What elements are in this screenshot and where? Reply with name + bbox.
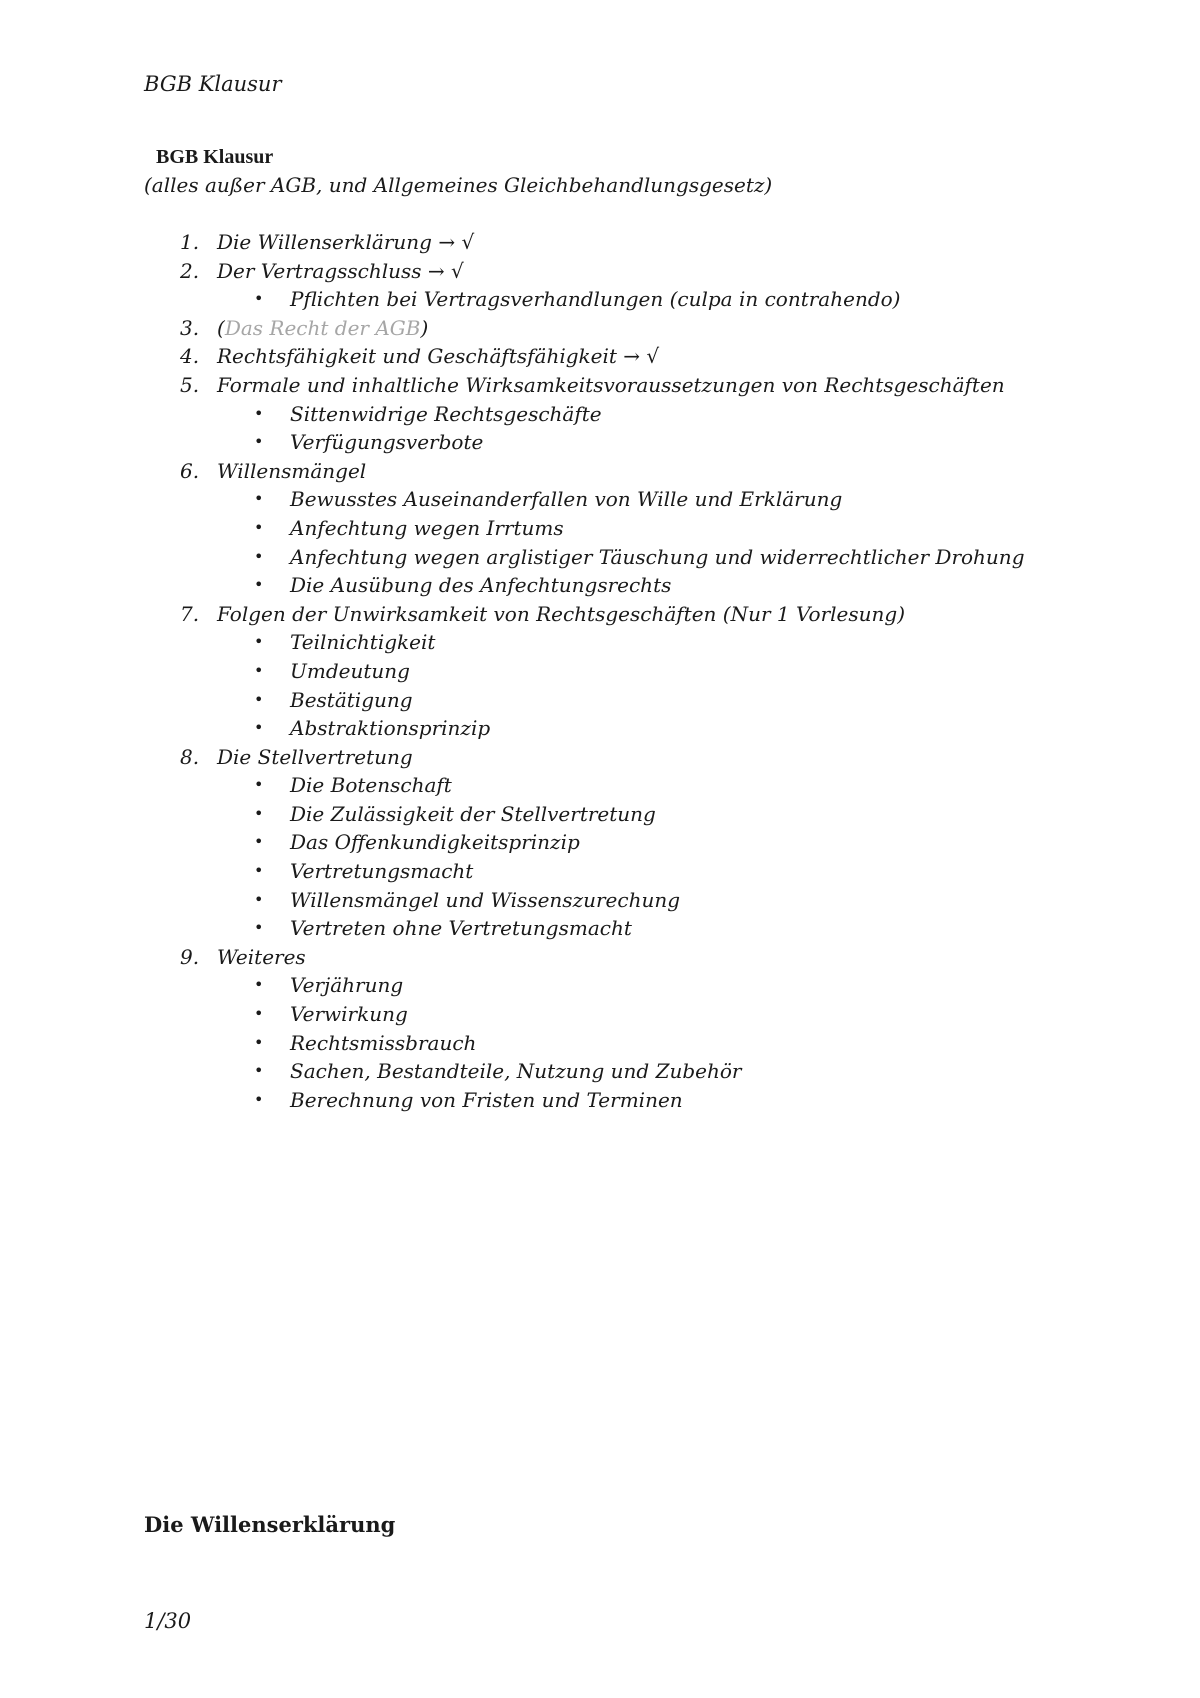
bullet-icon: •	[254, 489, 264, 509]
toc-subitem	[0, 686, 1200, 715]
toc-subitem	[0, 714, 1200, 743]
toc-subitem	[0, 400, 1200, 429]
toc-item-text: Die Willenserklärung	[217, 230, 432, 254]
bullet-icon: •	[254, 861, 264, 881]
table-of-contents	[0, 228, 1200, 1114]
toc-item-label	[217, 342, 659, 371]
bullet-icon: •	[254, 775, 264, 795]
page-header: BGB Klausur	[144, 72, 282, 96]
toc-subitem-label: Das Offenkundigkeitsprinzip	[290, 830, 580, 855]
excluded-topic-label: Das Recht der AGB	[224, 315, 421, 340]
toc-subitem	[0, 1086, 1200, 1115]
section-title: Die Willenserklärung	[144, 1512, 396, 1537]
toc-subitem-label: Sachen, Bestandteile, Nutzung und Zubehör	[290, 1059, 742, 1084]
bullet-icon: •	[254, 975, 264, 995]
toc-item	[0, 314, 1200, 343]
toc-subitem	[0, 1029, 1200, 1058]
toc-item-text: Folgen der Unwirksamkeit von Rechtsgeschäften (Nur 1 Vorlesung)	[217, 601, 906, 626]
toc-item	[0, 457, 1200, 486]
bullet-icon: •	[254, 889, 264, 909]
toc-item-number: 1.	[180, 230, 200, 254]
toc-subitem	[0, 886, 1200, 915]
toc-subitem	[0, 543, 1200, 572]
toc-subitem-label: Die Zulässigkeit der Stellvertretung	[290, 801, 656, 826]
toc-item-label	[217, 743, 413, 772]
bullet-icon: •	[254, 689, 264, 709]
toc-subitem	[0, 914, 1200, 943]
toc-item-text: Die Stellvertretung	[217, 744, 413, 769]
toc-subitem-label: Verwirkung	[290, 1002, 408, 1027]
bullet-icon: •	[254, 1032, 264, 1052]
toc-subitem-label: Teilnichtigkeit	[290, 630, 436, 655]
toc-subitem-label: Umdeutung	[290, 658, 410, 683]
toc-subitem-label: Vertreten ohne Vertretungsmacht	[290, 916, 632, 941]
toc-subitem	[0, 285, 1200, 314]
toc-subitem-label: Rechtsmissbrauch	[290, 1030, 477, 1055]
toc-subitem-label: Anfechtung wegen arglistiger Täuschung und widerrechtlicher Drohung	[290, 544, 1025, 569]
toc-item-number: 4.	[180, 344, 200, 369]
toc-item-label	[217, 228, 474, 257]
toc-subitem-label: Verfügungsverbote	[290, 430, 484, 455]
bullet-icon: •	[254, 660, 264, 680]
toc-item-label	[217, 371, 1005, 400]
toc-item-number: 2.	[180, 258, 200, 283]
toc-item	[0, 371, 1200, 400]
toc-item	[0, 342, 1200, 371]
page-number: 1/30	[144, 1609, 192, 1633]
toc-subitem-label: Die Botenschaft	[290, 773, 452, 798]
toc-item-label	[217, 600, 905, 629]
bullet-icon: •	[254, 718, 264, 738]
toc-item-number: 5.	[180, 372, 200, 397]
toc-subitem-label: Berechnung von Fristen und Terminen	[290, 1087, 683, 1112]
toc-item-number: 3.	[180, 315, 200, 340]
open-parenthesis: (	[217, 315, 225, 340]
bullet-icon: •	[254, 1004, 264, 1024]
done-checkmark-icon: → √	[623, 344, 660, 369]
bullet-icon: •	[254, 803, 264, 823]
toc-subitem	[0, 828, 1200, 857]
toc-item-number: 7.	[180, 601, 200, 626]
toc-subitem	[0, 514, 1200, 543]
done-checkmark-icon: → √	[427, 258, 464, 283]
toc-subitem-label: Pflichten bei Vertragsverhandlungen (culpa in contrahendo)	[290, 287, 901, 312]
toc-item-label	[217, 457, 366, 486]
toc-item-number: 9.	[180, 944, 200, 969]
toc-item	[0, 743, 1200, 772]
toc-subitem	[0, 571, 1200, 600]
toc-subitem-label: Die Ausübung des Anfechtungsrechts	[290, 573, 672, 598]
toc-subitem	[0, 428, 1200, 457]
toc-subitem-label: Abstraktionsprinzip	[290, 716, 491, 741]
bullet-icon: •	[254, 575, 264, 595]
document-subtitle: (alles außer AGB, und Allgemeines Gleichbehandlungsgesetz)	[144, 173, 773, 197]
bullet-icon: •	[254, 403, 264, 423]
toc-item-text: Rechtsfähigkeit und Geschäftsfähigkeit	[217, 344, 617, 369]
toc-subitem	[0, 971, 1200, 1000]
bullet-icon: •	[254, 517, 264, 537]
toc-subitem	[0, 628, 1200, 657]
toc-subitem-label: Bewusstes Auseinanderfallen von Wille und Erklärung	[290, 487, 843, 512]
toc-subitem	[0, 771, 1200, 800]
toc-subitem-label: Sittenwidrige Rechtsgeschäfte	[290, 401, 602, 426]
toc-item	[0, 943, 1200, 972]
toc-subitem	[0, 657, 1200, 686]
bullet-icon: •	[254, 918, 264, 938]
toc-subitem	[0, 800, 1200, 829]
toc-item-label	[217, 257, 464, 286]
done-checkmark-icon: → √	[438, 230, 475, 254]
bullet-icon: •	[254, 432, 264, 452]
toc-subitem	[0, 1000, 1200, 1029]
toc-subitem	[0, 857, 1200, 886]
toc-subitem-label: Vertretungsmacht	[290, 859, 474, 884]
close-parenthesis: )	[420, 315, 429, 340]
toc-item-text: Der Vertragsschluss	[217, 258, 422, 283]
toc-subitem-label: Verjährung	[290, 973, 404, 998]
bullet-icon: •	[254, 632, 264, 652]
toc-item-number: 6.	[180, 458, 200, 483]
bullet-icon: •	[254, 546, 264, 566]
toc-subitem	[0, 485, 1200, 514]
bullet-icon: •	[254, 1089, 264, 1109]
toc-item-label	[217, 943, 306, 972]
bullet-icon: •	[254, 832, 264, 852]
toc-subitem-label: Willensmängel und Wissenszurechung	[290, 887, 681, 912]
toc-item-text: Weiteres	[217, 944, 306, 969]
toc-item	[0, 228, 1200, 257]
toc-item-number: 8.	[180, 744, 200, 769]
toc-subitem-label: Bestätigung	[290, 687, 413, 712]
toc-item	[0, 600, 1200, 629]
toc-item-text: Willensmängel	[217, 458, 367, 483]
toc-item	[0, 257, 1200, 286]
toc-item-label	[217, 314, 428, 343]
document-title: BGB Klausur	[156, 146, 274, 168]
bullet-icon: •	[254, 1061, 264, 1081]
toc-subitem	[0, 1057, 1200, 1086]
toc-item-text: Formale und inhaltliche Wirksamkeitsvoraussetzungen von Rechtsgeschäften	[217, 372, 1005, 397]
toc-subitem-label: Anfechtung wegen Irrtums	[290, 515, 564, 540]
bullet-icon: •	[254, 289, 264, 309]
